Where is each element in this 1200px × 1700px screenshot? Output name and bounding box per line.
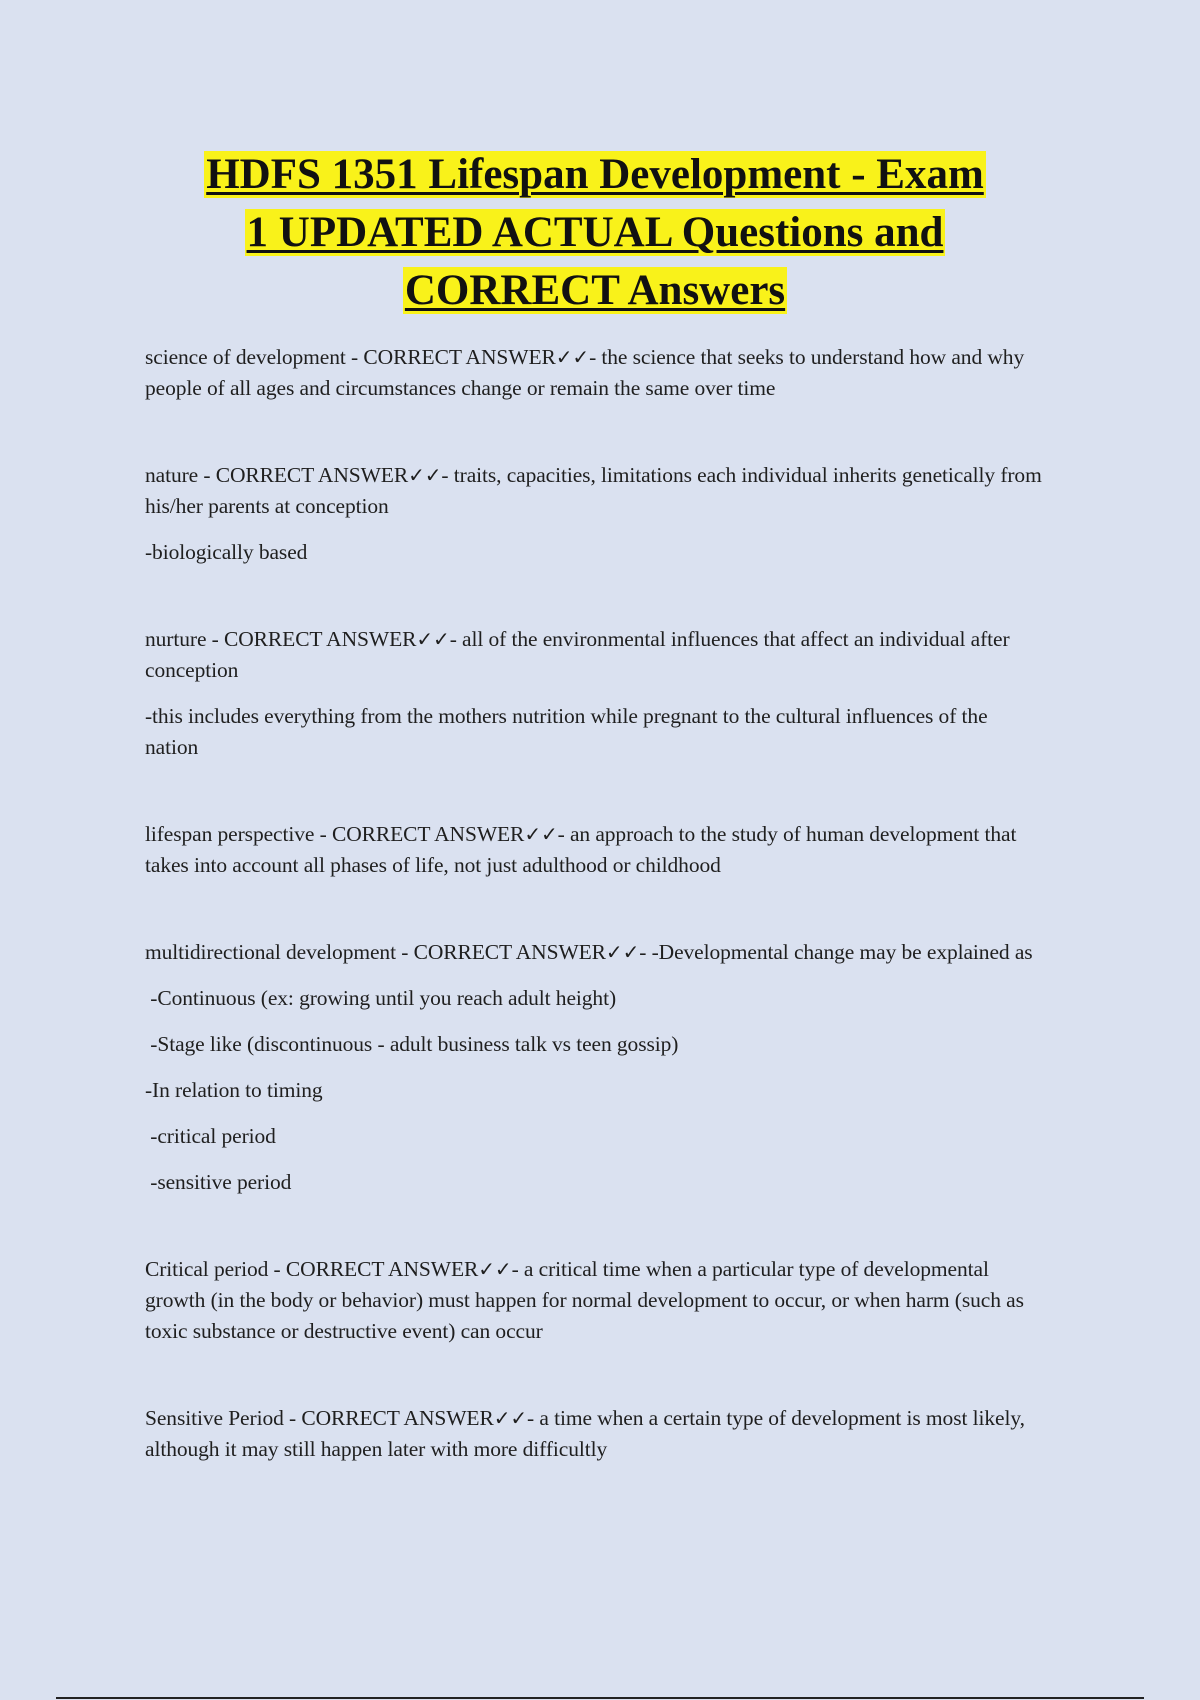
qa-question-line: science of development - CORRECT ANSWER✓✓- the science that seeks to understand how and why people of all ages and circumstances change or remain the same over time xyxy=(145,345,1025,400)
double-check-icon: ✓✓ xyxy=(416,627,450,651)
note-line: -Stage like (discontinuous - adult business talk vs teen gossip) xyxy=(145,1032,679,1056)
qa-question-line: multidirectional development - CORRECT ANSWER✓✓- -Developmental change may be explained as xyxy=(145,940,1033,964)
qa-question-line: nature - CORRECT ANSWER✓✓- traits, capacities, limitations each individual inherits genetically from his/her parents at conception xyxy=(145,463,1042,518)
definition: - a time when a certain type of development is most likely, although it may still happen later with more difficultly xyxy=(145,1406,1025,1461)
definition: - traits, capacities, limitations each individual inherits genetically from his/her parents at conception xyxy=(145,463,1042,518)
answer-marker: CORRECT ANSWER xyxy=(363,345,556,369)
qa-question-line: Critical period - CORRECT ANSWER✓✓- a critical time when a particular type of developmental growth (in the body or behavior) must happen for normal development to occur, or when harm (such as toxic substance or destructive event) can occur xyxy=(145,1257,1024,1343)
qa-list xyxy=(145,342,1045,1465)
definition: - a critical time when a particular type of developmental growth (in the body or behavior) must happen for normal development to occur, or when harm (such as toxic substance or destructive event) can occur xyxy=(145,1257,1024,1343)
title-line-2: 1 UPDATED ACTUAL Questions and xyxy=(246,209,944,256)
definition: - the science that seeks to understand how and why people of all ages and circumstances change or remain the same over time xyxy=(145,345,1025,400)
answer-marker: CORRECT ANSWER xyxy=(224,627,417,651)
note-line: -sensitive period xyxy=(145,1170,292,1194)
note-line: -Continuous (ex: growing until you reach adult height) xyxy=(145,986,617,1010)
qa-entry xyxy=(145,460,1045,568)
double-check-icon: ✓✓ xyxy=(524,822,558,846)
note-line: -this includes everything from the mothers nutrition while pregnant to the cultural influences of the nation xyxy=(145,704,993,759)
document-title xyxy=(145,146,1045,320)
qa-question-line: nurture - CORRECT ANSWER✓✓- all of the environmental influences that affect an individual after conception xyxy=(145,627,1010,682)
qa-entry xyxy=(145,1403,1045,1465)
double-check-icon: ✓✓ xyxy=(493,1406,528,1430)
qa-entry xyxy=(145,937,1045,1198)
term: nature xyxy=(145,463,199,487)
definition: - an approach to the study of human development that takes into account all phases of life, not just adulthood or childhood xyxy=(145,822,1017,877)
answer-marker: CORRECT ANSWER xyxy=(285,1257,479,1281)
term: science of development xyxy=(145,345,346,369)
answer-marker: CORRECT ANSWER xyxy=(413,940,606,964)
qa-entry xyxy=(145,624,1045,763)
qa-entry xyxy=(145,819,1045,881)
double-check-icon: ✓✓ xyxy=(605,940,640,964)
double-check-icon: ✓✓ xyxy=(555,345,590,369)
note-line: -biologically based xyxy=(145,540,308,564)
qa-entry xyxy=(145,342,1045,404)
double-check-icon: ✓✓ xyxy=(408,463,442,487)
term: Sensitive Period xyxy=(145,1406,284,1430)
answer-marker: CORRECT ANSWER xyxy=(331,822,525,846)
double-check-icon: ✓✓ xyxy=(478,1257,512,1281)
term: nurture xyxy=(145,627,207,651)
term: lifespan perspective xyxy=(145,822,315,846)
answer-marker: CORRECT ANSWER xyxy=(215,463,409,487)
term: Critical period xyxy=(145,1257,269,1281)
title-line-1: HDFS 1351 Lifespan Development - Exam xyxy=(206,151,984,198)
qa-entry xyxy=(145,1254,1045,1347)
qa-question-line: lifespan perspective - CORRECT ANSWER✓✓- an approach to the study of human development that takes into account all phases of life, not just adulthood or childhood xyxy=(145,822,1017,877)
title-line-3: CORRECT Answers xyxy=(404,267,786,314)
document-page xyxy=(145,146,1045,1465)
page-bottom-rule xyxy=(56,1697,1144,1699)
term: multidirectional development xyxy=(145,940,396,964)
note-line: -critical period xyxy=(145,1124,276,1148)
definition: - all of the environmental influences that affect an individual after conception xyxy=(145,627,1010,682)
qa-question-line: Sensitive Period - CORRECT ANSWER✓✓- a time when a certain type of development is most likely, although it may still happen later with more difficultly xyxy=(145,1406,1025,1461)
answer-marker: CORRECT ANSWER xyxy=(301,1406,494,1430)
definition: - -Developmental change may be explained as xyxy=(639,940,1033,964)
note-line: -In relation to timing xyxy=(145,1078,323,1102)
